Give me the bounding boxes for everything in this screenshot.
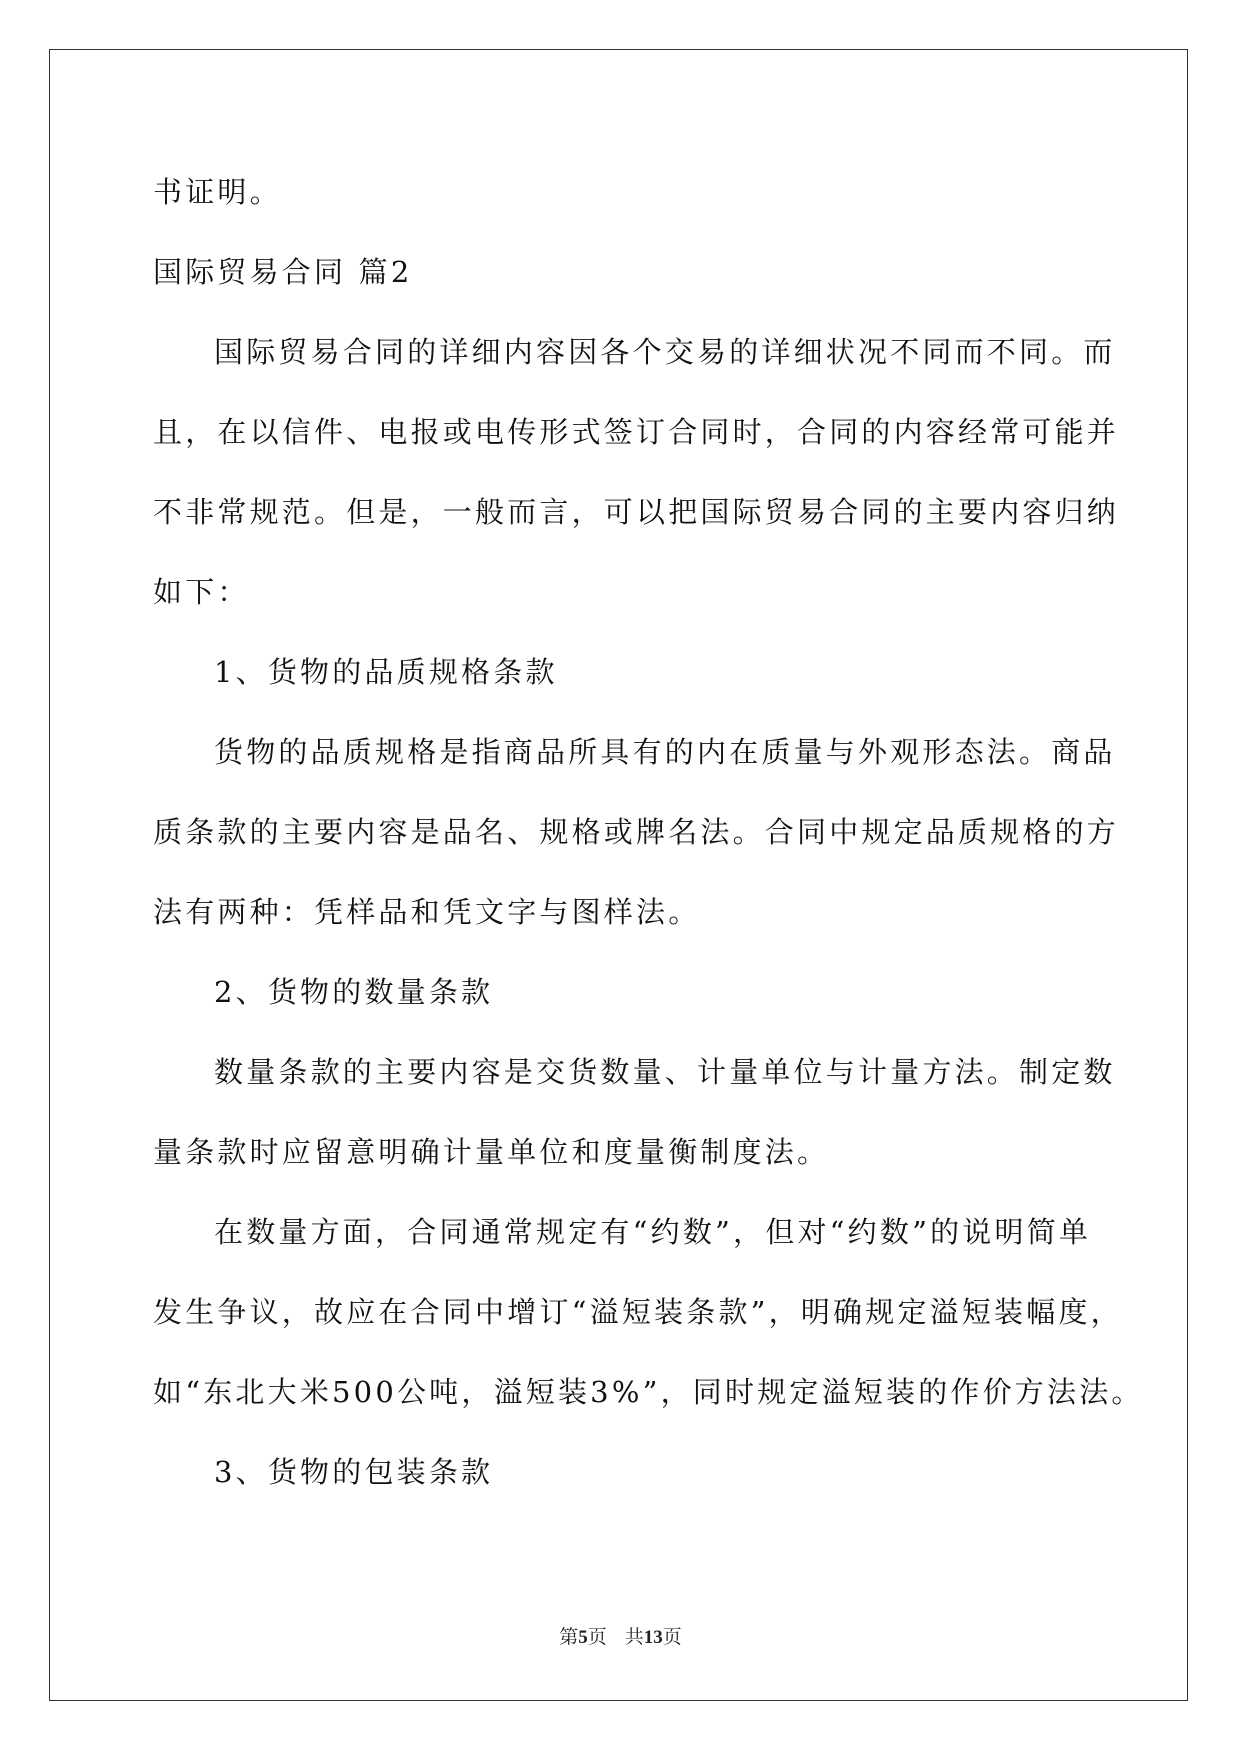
section-heading: 国际贸易合同 篇2: [153, 255, 413, 289]
footer-page-unit: 页: [587, 1627, 607, 1648]
paragraph-line: 发生争议，故应在合同中增订“溢短装条款”，明确规定溢短装幅度，: [153, 1295, 1123, 1329]
clause-heading: 3、货物的包装条款: [214, 1455, 494, 1489]
paragraph-line: 质条款的主要内容是品名、规格或牌名法。合同中规定品质规格的方: [153, 815, 1120, 849]
paragraph-line: 货物的品质规格是指商品所具有的内在质量与外观形态法。商品: [214, 735, 1116, 769]
page-footer: [0, 1625, 1241, 1650]
paragraph-line: 国际贸易合同的详细内容因各个交易的详细状况不同而不同。而: [214, 335, 1116, 369]
footer-page-number: 5: [578, 1627, 588, 1648]
text-line: 书证明。: [153, 175, 282, 209]
footer-prefix: 第: [559, 1627, 579, 1648]
footer-total-pages: 13: [643, 1627, 663, 1648]
footer-total-unit: 页: [662, 1627, 682, 1648]
paragraph-line: 在数量方面，合同通常规定有“约数”，但对“约数”的说明简单: [214, 1215, 1092, 1249]
clause-heading: 1、货物的品质规格条款: [214, 655, 558, 689]
paragraph-line: 不非常规范。但是，一般而言，可以把国际贸易合同的主要内容归纳: [153, 495, 1120, 529]
paragraph-line: 数量条款的主要内容是交货数量、计量单位与计量方法。制定数: [214, 1055, 1116, 1089]
paragraph-line: 法有两种：凭样品和凭文字与图样法。: [153, 895, 701, 929]
paragraph-line: 且，在以信件、电报或电传形式签订合同时，合同的内容经常可能并: [153, 415, 1120, 449]
clause-heading: 2、货物的数量条款: [214, 975, 494, 1009]
footer-total-prefix: 共: [624, 1627, 644, 1648]
paragraph-line: 如下：: [153, 575, 250, 609]
paragraph-line: 如“东北大米500公吨，溢短装3%”，同时规定溢短装的作价方法法。: [153, 1375, 1144, 1409]
paragraph-line: 量条款时应留意明确计量单位和度量衡制度法。: [153, 1135, 830, 1169]
